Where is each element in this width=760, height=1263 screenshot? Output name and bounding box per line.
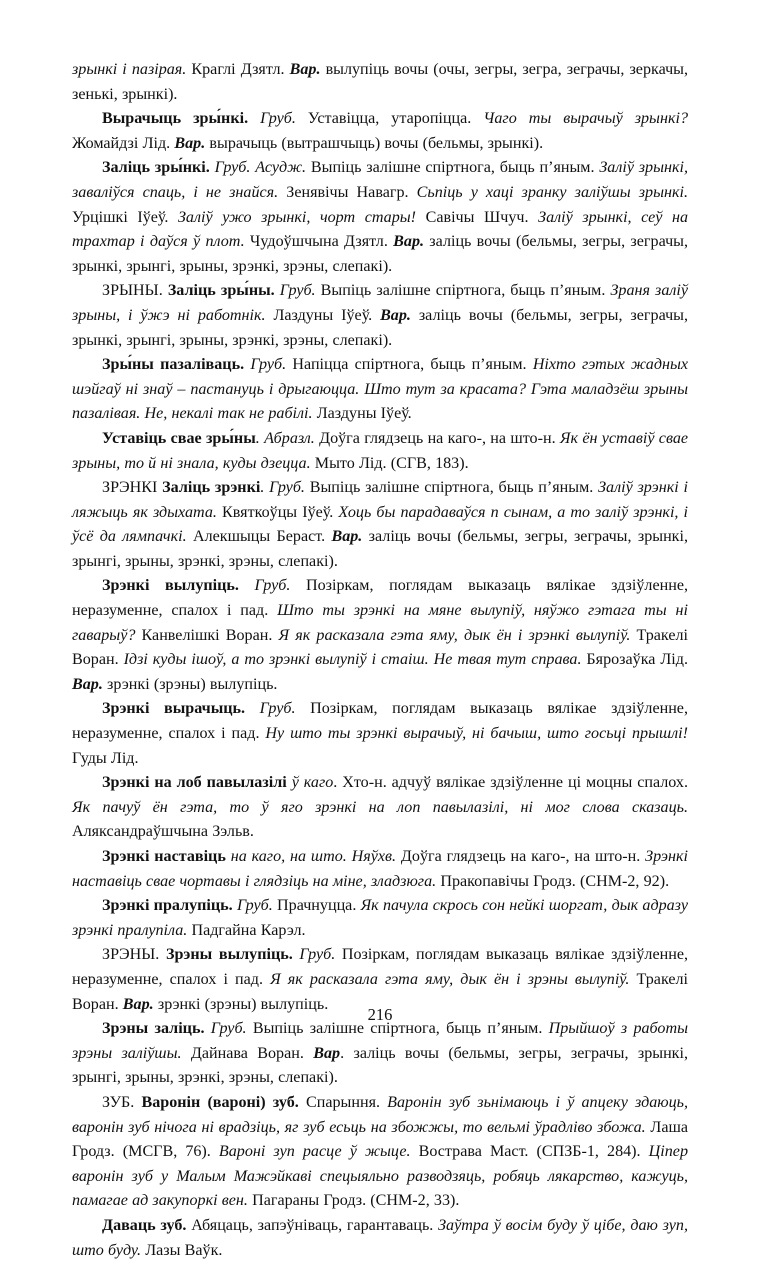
- text-run-italic: Як пачуў ён гэта, то ў яго зрэнкі на лоп павылазілі, ні мог слова сказаць.: [72, 798, 688, 816]
- text-run-roman: Выпіць залішне спіртнога, быць п’яным.: [304, 479, 599, 497]
- text-run-italic: Я як расказала гэта яму, дык ён і зрэнкі вылупіў.: [278, 626, 631, 644]
- text-run-roman: Савічы Шчуч.: [416, 208, 539, 226]
- text-run-roman: Бярозаўка Лід.: [581, 651, 688, 669]
- text-run-roman: Выпіць залішне спіртнога, быць п’яным.: [306, 159, 600, 177]
- text-run-italic: Груб.: [274, 282, 316, 300]
- text-run-roman: Вострава Маст. (СПЗБ-1, 284).: [410, 1143, 649, 1161]
- text-run-roman: Падгайна Карэл.: [187, 921, 306, 939]
- text-run-roman: Дайнава Воран.: [181, 1044, 314, 1062]
- text-run-roman: Алекшыцы Бераст.: [186, 528, 332, 546]
- text-run-italic: Як пачула скрось сон нейкі шоргат, дык адразу зрэнкі пралупіла.: [72, 897, 688, 939]
- text-run-roman: . заліць вочы (бельмы, зегры, зеграчы, зрынкі, зрынгі, зрыны, зрэнкі, зрэны, слепакі).: [72, 1044, 688, 1087]
- dictionary-entry-paragraph: [72, 1091, 688, 1214]
- text-run-italic: Груб.: [292, 946, 336, 964]
- text-run-roman: Чудоўшчына Дзятл.: [244, 233, 394, 251]
- text-run-italic: Я як расказала гэта яму, дык ён і зрэны вылупіў.: [270, 970, 630, 988]
- text-run-italic: Вароні зуп расце ў жыце.: [218, 1143, 411, 1161]
- text-run-italic: Сьпіць у хаці зранку заліўшы зрынкі.: [416, 183, 689, 201]
- text-run-roman: Тракелі Воран.: [72, 626, 688, 669]
- dictionary-entry-paragraph: [72, 279, 688, 353]
- text-run-roman: ЗУБ.: [102, 1093, 142, 1111]
- text-run-bold-italic: Вар.: [393, 233, 425, 251]
- text-run-bold: Даваць зуб.: [102, 1216, 187, 1234]
- text-run-italic: Як ён уставіў свае зрыны, то й ні знала, куды дзецца.: [72, 429, 689, 472]
- text-run-italic: Заўтра ў восім буду ў цібе, даю зуп, што буду.: [72, 1216, 689, 1259]
- text-run-italic: Заліў зрынкі, заваліўся спаць, і не знайся.: [72, 159, 688, 201]
- text-run-italic: Варонін зуб зьнімаюць і ў апцеку здаюць, варонін зуб нічога ні врадзіць, яг зуб есьць на збожжы, то вельмі ўрадліво збожа.: [72, 1093, 689, 1136]
- text-run-roman: вылупіць вочы (очы, зегры, зегра, зеграчы, зеркачы, зенькі, зрынкі).: [72, 61, 689, 103]
- text-run-italic: на каго, на што. Няўхв.: [225, 848, 397, 865]
- text-run-italic: Груб.: [238, 577, 291, 595]
- text-run-italic: Прыйшоў з работы зрэны заліўшы.: [72, 1020, 688, 1062]
- text-run-roman: Краглі Дзятл.: [186, 61, 290, 78]
- dictionary-entry-paragraph: [72, 107, 688, 156]
- text-run-roman: заліць вочы (бельмы, зегры, зеграчы, зрынкі, зрынгі, зрыны, зрэнкі, зрэны, слепакі).: [72, 233, 688, 275]
- dictionary-entry-paragraph: [72, 1214, 688, 1263]
- text-run-roman: Абяцаць, запэўніваць, гарантаваць.: [186, 1216, 439, 1234]
- text-run-bold: Зрэны вылупіць.: [165, 946, 293, 964]
- text-run-italic: Груб.: [245, 700, 296, 718]
- text-run-roman: Лазы Ваўк.: [141, 1241, 223, 1259]
- text-run-bold-italic: Вар.: [289, 61, 321, 78]
- text-run-bold-italic: Вар.: [174, 134, 206, 152]
- text-run-bold-italic: Вар: [313, 1044, 341, 1062]
- text-run-bold: Зрэнкі вылупіць.: [102, 577, 239, 595]
- text-run-italic: Груб.: [204, 1020, 247, 1038]
- text-run-roman: заліць вочы (бельмы, зегры, зеграчы, зрынкі, зрынгі, зрыны, зрэнкі, зрэны, слепакі).: [72, 528, 688, 570]
- text-run-roman: Доўга глядзець на каго-, на што-н.: [314, 429, 560, 447]
- dictionary-entry-paragraph: [72, 1017, 688, 1091]
- text-run-roman: зрэнкі (зрэны) вылупіць.: [153, 995, 329, 1013]
- text-run-italic: Заліў зрэнкі і ляжыць як здыхата.: [72, 479, 688, 521]
- text-run-italic: Што ты зрэнкі на мяне вылупіў, няўжо гэтага ты ні гаварыў?: [72, 602, 689, 644]
- text-run-bold-italic: Вар.: [331, 528, 363, 546]
- text-run-roman: Тракелі Воран.: [72, 970, 689, 1013]
- dictionary-entry-paragraph: [72, 353, 688, 427]
- text-run-roman: Аляксандраўшчына Зэльв.: [72, 823, 254, 841]
- text-run-bold: Зрэнкі вырачыць.: [102, 700, 246, 718]
- text-run-roman: Пракопавічы Гродз. (СНМ-2, 92).: [436, 872, 670, 890]
- dictionary-entry-paragraph: [72, 427, 688, 476]
- text-run-roman: Позіркам, поглядам выказаць вялікае здзіўленне, неразуменне, спалох і пад.: [72, 946, 688, 988]
- text-run-roman: Канвелішкі Воран.: [135, 626, 279, 644]
- text-run-italic: Хоць бы парадаваўся п сынам, а то заліў зрэнкі, і ўсё да лямпачкі.: [72, 503, 689, 546]
- text-run-italic: Ну што ты зрэнкі вырачыў, ні бачыш, што госьці прышлі!: [265, 725, 688, 743]
- text-run-italic: Чаго ты вырачыў зрынкі?: [483, 110, 688, 128]
- text-run-italic: Груб.: [232, 897, 273, 915]
- text-run-bold: Заліць зрэнкі: [162, 479, 261, 497]
- text-run-bold: Заліць зры́нкі.: [102, 159, 210, 177]
- dictionary-entry-paragraph: [72, 574, 688, 697]
- text-run-roman: Выпіць залішне спіртнога, быць п’яным.: [246, 1020, 549, 1038]
- text-run-roman: Мыто Лід. (СГВ, 183).: [310, 454, 469, 472]
- text-run-italic: Груб.: [248, 110, 296, 128]
- dictionary-entry-paragraph: [72, 894, 688, 943]
- text-run-roman: Жомайдзі Лід.: [72, 134, 175, 152]
- text-run-roman: зрэнкі (зрэны) вылупіць.: [102, 675, 278, 693]
- text-run-roman: заліць вочы (бельмы, зегры, зеграчы, зрынкі, зрынгі, зрыны, зрэнкі, зрэны, слепакі).: [72, 306, 688, 349]
- text-run-italic: Заліў зрынкі, сеў на трахтар і даўся ў плот.: [72, 208, 688, 251]
- text-run-italic: Ідзі куды ішоў, а то зрэнкі вылупіў і стаіш. Не твая тут справа.: [123, 651, 582, 669]
- text-run-roman: Прачнуцца.: [272, 897, 361, 915]
- dictionary-entry-paragraph: [72, 697, 688, 771]
- text-run-italic: Груб. Асудж.: [209, 159, 307, 177]
- text-run-italic: Груб.: [244, 356, 287, 374]
- text-run-roman: Позіркам, поглядам выказаць вялікае здзіўленне, неразуменне, спалох і пад.: [72, 577, 688, 620]
- text-run-bold: Зрэнкі на лоб павылазілі: [102, 774, 287, 792]
- text-run-bold: Зрэны заліць.: [102, 1020, 205, 1038]
- text-run-italic: . Абразл.: [255, 429, 315, 447]
- text-run-italic: зрынкі і пазірая.: [72, 61, 187, 78]
- text-run-roman: ЗРЫНЫ.: [102, 282, 168, 300]
- text-run-bold: Вырачыць зры́нкі.: [102, 110, 249, 128]
- text-run-roman: Пагараны Гродз. (СНМ-2, 33).: [247, 1192, 460, 1210]
- text-run-bold: Зры́ны пазаліваць.: [102, 356, 245, 374]
- text-run-italic: Зрэнкі наставіць свае чортавы і глядзіць на міне, зладзюга.: [72, 848, 689, 890]
- text-run-roman: Гуды Лід.: [72, 749, 139, 767]
- text-run-italic: Ніхто гэтых жадных шэйгаў ні знаў – пастануць і дрыгаюцца. Што тут за красата? Гэта маладзёш зрыны пазалівая. Не, некалі так не рабілі.: [72, 356, 688, 423]
- text-run-roman: Зенявічы Навагр.: [278, 183, 417, 201]
- text-run-bold: Зрэнкі наставіць: [102, 848, 226, 865]
- dictionary-entry-paragraph: [72, 58, 688, 107]
- text-run-roman: Выпіць залішне спіртнога, быць п’яным.: [315, 282, 611, 300]
- text-run-roman: Уставіцца, утаропіцца.: [295, 110, 484, 128]
- page-text-body: [72, 58, 688, 1263]
- text-run-bold-italic: Вар.: [72, 675, 103, 693]
- text-run-bold-italic: Вар.: [380, 306, 411, 324]
- dictionary-entry-paragraph: [72, 476, 688, 574]
- text-run-roman: Лаздуны Іўеў.: [312, 405, 412, 423]
- text-run-bold: Зрэнкі пралупіць.: [102, 897, 233, 915]
- text-run-roman: Урцішкі Іўеў.: [72, 208, 178, 226]
- text-run-roman: вырачыць (вытрашчыць) вочы (бельмы, зрынкі).: [205, 134, 544, 152]
- text-run-italic: . Груб.: [260, 479, 305, 497]
- text-run-roman: Напіцца спіртнога, быць п’яным.: [286, 356, 533, 374]
- text-run-roman: ЗРЭНКІ: [102, 479, 163, 497]
- text-run-roman: Доўга глядзець на каго-, на што-н.: [396, 848, 646, 865]
- text-run-italic: Заліў ужо зрынкі, чорт стары!: [177, 208, 417, 226]
- text-run-bold: Варонін (вароні) зуб.: [141, 1093, 299, 1111]
- text-run-roman: ЗРЭНЫ.: [102, 946, 166, 964]
- text-run-roman: . Хто-н. адчуў вялікае здзіўленне ці моцны спалох.: [333, 774, 689, 792]
- text-run-roman: Лаша Гродз. (МСГВ, 76).: [72, 1118, 688, 1161]
- dictionary-entry-paragraph: [72, 845, 688, 894]
- dictionary-entry-paragraph: [72, 156, 688, 279]
- text-run-italic: Зраня заліў зрыны, і ўжэ ні работнік.: [72, 282, 689, 324]
- dictionary-entry-paragraph: [72, 771, 688, 845]
- text-run-roman: Квяткоўцы Іўеў.: [216, 503, 339, 521]
- text-run-bold: Заліць зры́ны.: [167, 282, 275, 300]
- text-run-roman: Спарыння.: [298, 1093, 388, 1111]
- text-run-italic: Ціпер варонін зуб у Малым Мажэйкаві спецыяльно разводзяць, робяць лякарство, кажуць, памагае ад закупоркі вен.: [72, 1143, 688, 1210]
- page-number: 216: [367, 1005, 393, 1024]
- text-run-roman: Позіркам, поглядам выказаць вялікае здзіўленне, неразуменне, спалох і пад.: [72, 700, 688, 743]
- text-run-roman: Лаздуны Іўеў.: [265, 306, 381, 324]
- text-run-bold-italic: Вар.: [122, 995, 154, 1013]
- text-run-italic: ў каго: [286, 774, 334, 792]
- text-run-bold: Уставіць свае зры́ны: [102, 429, 256, 447]
